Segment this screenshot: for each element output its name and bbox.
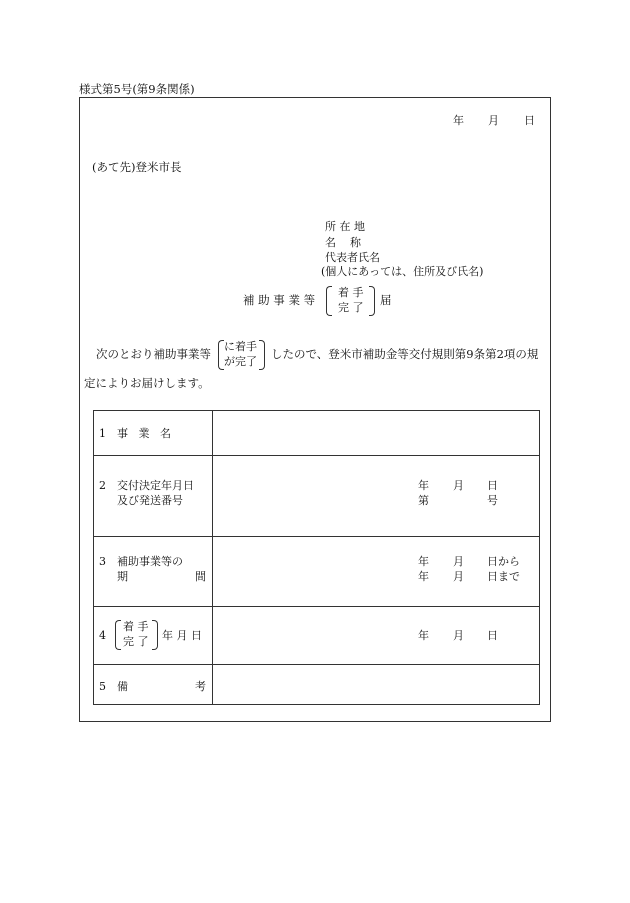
row5-value-cell[interactable] [212,664,539,704]
applicant-individual-note: (個人にあっては、住所及び氏名) [321,265,484,278]
row3-from-month: 月 [453,555,464,568]
row1-value-cell[interactable] [212,411,539,455]
applicant-location-label: 所 在 地 [325,220,365,233]
row4-option-complete: 完 了 [123,635,149,648]
title-suffix: 届 [380,293,392,307]
date-day: 日 [524,114,535,127]
row3-to-day: 日まで [487,570,520,583]
applicant-name-label: 名 称 [325,236,361,249]
row5-number: 5 [99,680,106,693]
row3-number: 3 [99,555,106,568]
date-year: 年 [453,114,464,127]
row2-day: 日 [487,479,498,492]
row4-month: 月 [453,629,464,642]
title-option-start: 着 手 [338,286,364,299]
applicant-representative-label: 代表者氏名 [325,251,380,264]
row3-label-1: 補助事業等の [117,555,183,568]
row2-label-1: 交付決定年月日 [117,479,194,492]
row3-label-2b: 間 [195,570,206,583]
row1-number: 1 [99,427,106,440]
body-line1-post: したので、登米市補助金等交付規則第9条第2項の規 [271,347,539,361]
row3-to-month: 月 [453,570,464,583]
body-line2: 定によりお届けします。 [84,376,210,390]
row3-label-2a: 期 [117,570,128,583]
row4-day: 日 [487,629,498,642]
body-option-complete: が完了 [224,355,257,368]
row3-from-day: 日から [487,555,520,568]
row4-number: 4 [99,629,106,642]
row4-option-start: 着 手 [123,620,149,633]
row2-number-prefix: 第 [418,494,429,507]
row4-year: 年 [418,629,429,642]
row2-number-suffix: 号 [487,494,498,507]
row2-year: 年 [418,479,429,492]
row4-bracket-right [152,620,158,650]
row2-label-2: 及び発送番号 [117,494,183,507]
row2-number: 2 [99,479,106,492]
title-prefix: 補 助 事 業 等 [243,293,316,307]
body-line1-pre: 次のとおり補助事業等 [96,347,211,361]
row3-from-year: 年 [418,555,429,568]
body-bracket-right [259,340,265,370]
row5-label-b: 考 [195,680,206,693]
row4-label: 年 月 日 [162,629,202,642]
form-number-header: 様式第5号(第9条関係) [79,82,195,96]
title-bracket-left [326,286,332,316]
title-bracket-right [369,286,375,316]
addressee: (あて先)登米市長 [92,160,182,174]
row2-month: 月 [453,479,464,492]
row1-label: 事 業 名 [117,427,171,440]
date-month: 月 [488,114,499,127]
row3-to-year: 年 [418,570,429,583]
title-option-complete: 完 了 [338,301,364,314]
body-option-start: に着手 [224,340,257,353]
row5-label-a: 備 [117,680,128,693]
row4-bracket-left [115,620,121,650]
